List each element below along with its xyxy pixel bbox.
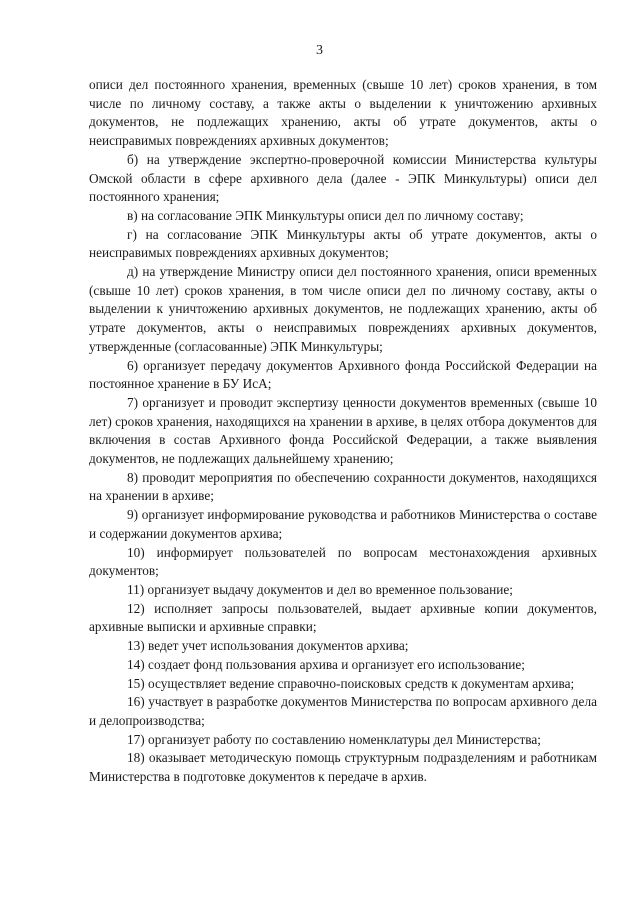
paragraph-15: 15) осуществляет ведение справочно-поисковых средств к документам архива;	[127, 675, 575, 691]
paragraph-v: в) на согласование ЭПК Минкультуры описи дел по личному составу;	[127, 207, 524, 223]
paragraph-14: 14) создает фонд пользования архива и организует его использование;	[127, 656, 525, 672]
paragraph-18: 18) оказывает методическую помощь структурным подразделениям и работникам Министерства в подготовке документов к передаче в архив.	[89, 750, 597, 785]
paragraph-g: г) на согласование ЭПК Минкультуры акты об утрате документов, акты о неисправимых повреждениях архивных документов;	[89, 226, 597, 261]
paragraph-17: 17) организует работу по составлению номенклатуры дел Министерства;	[127, 731, 541, 747]
document-body	[89, 76, 597, 787]
paragraph-12: 12) исполняет запросы пользователей, выдает архивные копии документов, архивные выписки и архивные справки;	[89, 600, 597, 635]
paragraph-16: 16) участвует в разработке документов Министерства по вопросам архивного дела и делопроизводства;	[89, 694, 597, 728]
paragraph-d: д) на утверждение Министру описи дел постоянного хранения, описи временных (свыше 10 лет) сроков хранения, в том числе описи дел по личному составу, акты о выделении к уничтожению архивных документов, не подлежащих хранению, акты об утрате документов, акты о неисправимых повреждениях архивных документов, утвержденные (согласованные) ЭПК Минкультуры;	[89, 264, 597, 354]
paragraph-b: б) на утверждение экспертно-проверочной комиссии Министерства культуры Омской области в сфере архивного дела (далее - ЭПК Минкультуры) описи дел постоянного хранения;	[89, 151, 597, 205]
paragraph-9: 9) организует информирование руководства и работников Министерства о составе и содержании документов архива;	[89, 507, 597, 541]
paragraph-6: 6) организует передачу документов Архивного фонда Российской Федерации на постоянное хранение в БУ ИсА;	[89, 357, 597, 392]
paragraph-10: 10) информирует пользователей по вопросам местонахождения архивных документов;	[89, 544, 597, 579]
paragraph-continuation: описи дел постоянного хранения, временных (свыше 10 лет) сроков хранения, в том числе по личному составу, а также акты о выделении к уничтожению архивных документов, не подлежащих хранению, акты об утрате документов, акты о неисправимых повреждениях архивных документов;	[89, 77, 597, 149]
paragraph-8: 8) проводит мероприятия по обеспечению сохранности документов, находящихся на хранении в архиве;	[89, 469, 597, 504]
paragraph-13: 13) ведет учет использования документов архива;	[127, 638, 409, 654]
paragraph-11: 11) организует выдачу документов и дел во временное пользование;	[127, 581, 513, 597]
paragraph-7: 7) организует и проводит экспертизу ценности документов временных (свыше 10 лет) сроков хранения, находящихся на хранении в архиве, в целях отбора документов для включения в состав Архивного фонда Российской Федерации, а также выявления документов, не подлежащих дальнейшему хранению;	[89, 394, 597, 467]
page-number: 3	[316, 43, 323, 58]
